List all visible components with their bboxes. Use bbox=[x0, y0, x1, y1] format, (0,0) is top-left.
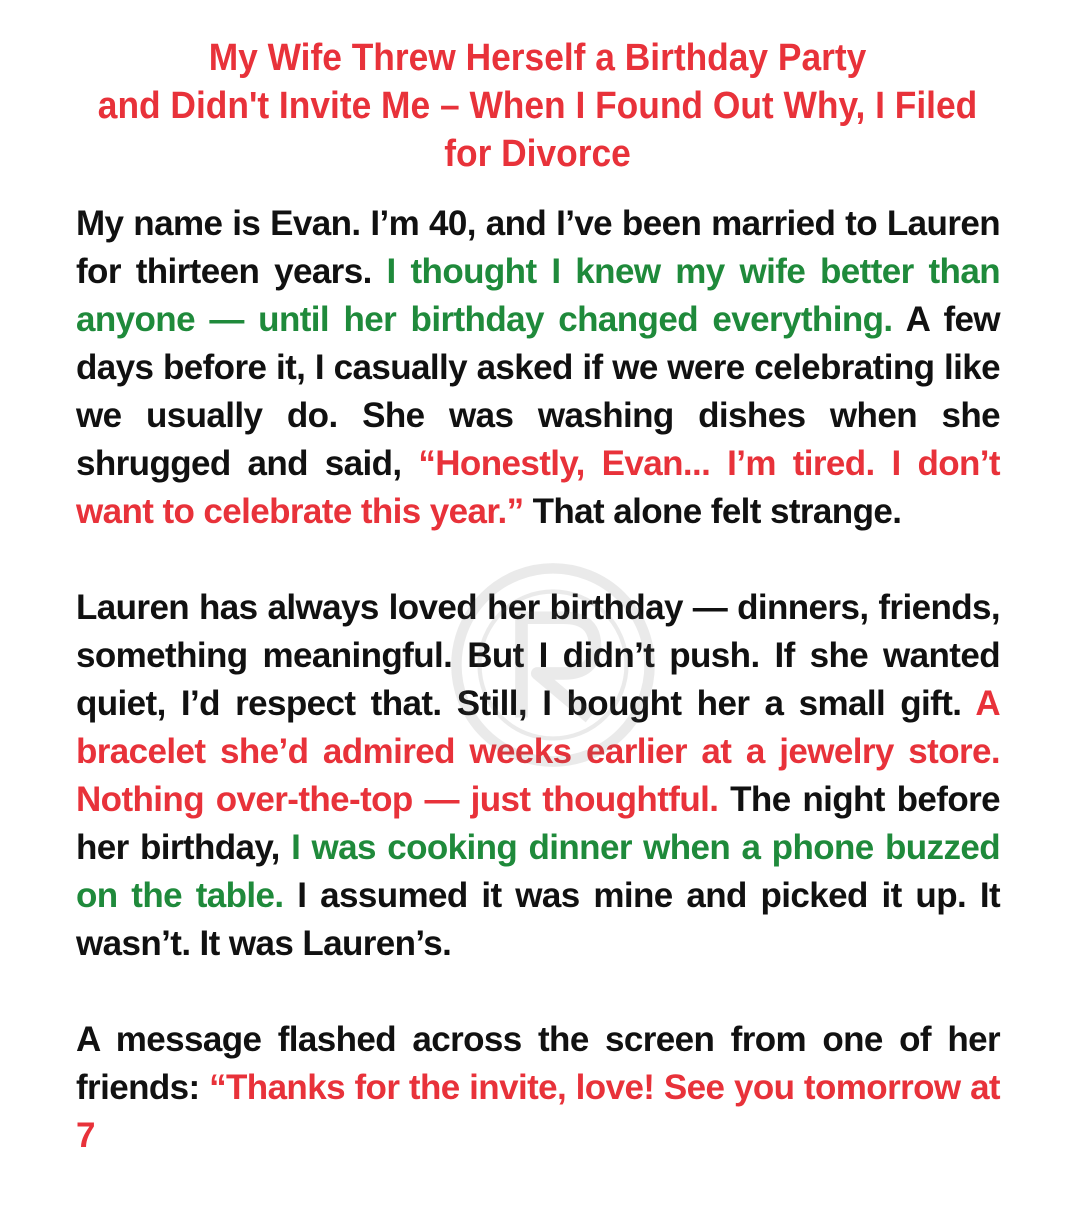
highlight-red: A bracelet she’d admired weeks earlier at a jewelry store. Nothing over-the-top — just thoughtful. bbox=[76, 684, 1000, 819]
paragraph-1 bbox=[76, 200, 1000, 536]
text-segment: I assumed it was mine and picked it up. It wasn’t. It was Lauren’s. bbox=[76, 876, 1000, 963]
highlight-green: I thought I knew my wife better than anyone — until her birthday changed everything. bbox=[76, 252, 1000, 339]
title-line-2: and Didn't Invite Me – When I Found Out Why, I Filed bbox=[97, 85, 978, 127]
paragraph-2 bbox=[76, 584, 1000, 968]
text-segment: A few days before it, I casually asked if we were celebrating like we usually do. She was washing dishes when she shrugged and said, bbox=[76, 300, 1001, 483]
paragraph-3 bbox=[76, 1016, 1000, 1160]
text-segment: That alone felt strange. bbox=[523, 492, 902, 531]
text-segment: Lauren has always loved her birthday — dinners, friends, something meaningful. But I didn’t push. If she wanted quiet, I’d respect that. Still, I bought her a small gift. bbox=[76, 588, 1000, 723]
highlight-green: I was cooking dinner when a phone buzzed on the table. bbox=[76, 828, 1000, 915]
article-body bbox=[76, 200, 1000, 1208]
text-segment: My name is Evan. I’m 40, and I’ve been married to Lauren for thirteen years. bbox=[76, 204, 1000, 291]
title-line-1: My Wife Threw Herself a Birthday Party bbox=[208, 37, 867, 79]
title-line-3: for Divorce bbox=[444, 133, 631, 175]
article-title bbox=[93, 34, 981, 178]
quote-red: “Honestly, Evan... I’m tired. I don’t want to celebrate this year.” bbox=[76, 444, 1000, 531]
quote-red: “Thanks for the invite, love! See you tomorrow at 7 bbox=[76, 1068, 1000, 1155]
text-segment: A message flashed across the screen from one of her friends: bbox=[76, 1020, 1000, 1107]
text-segment: The night before her birthday, bbox=[76, 780, 1000, 867]
